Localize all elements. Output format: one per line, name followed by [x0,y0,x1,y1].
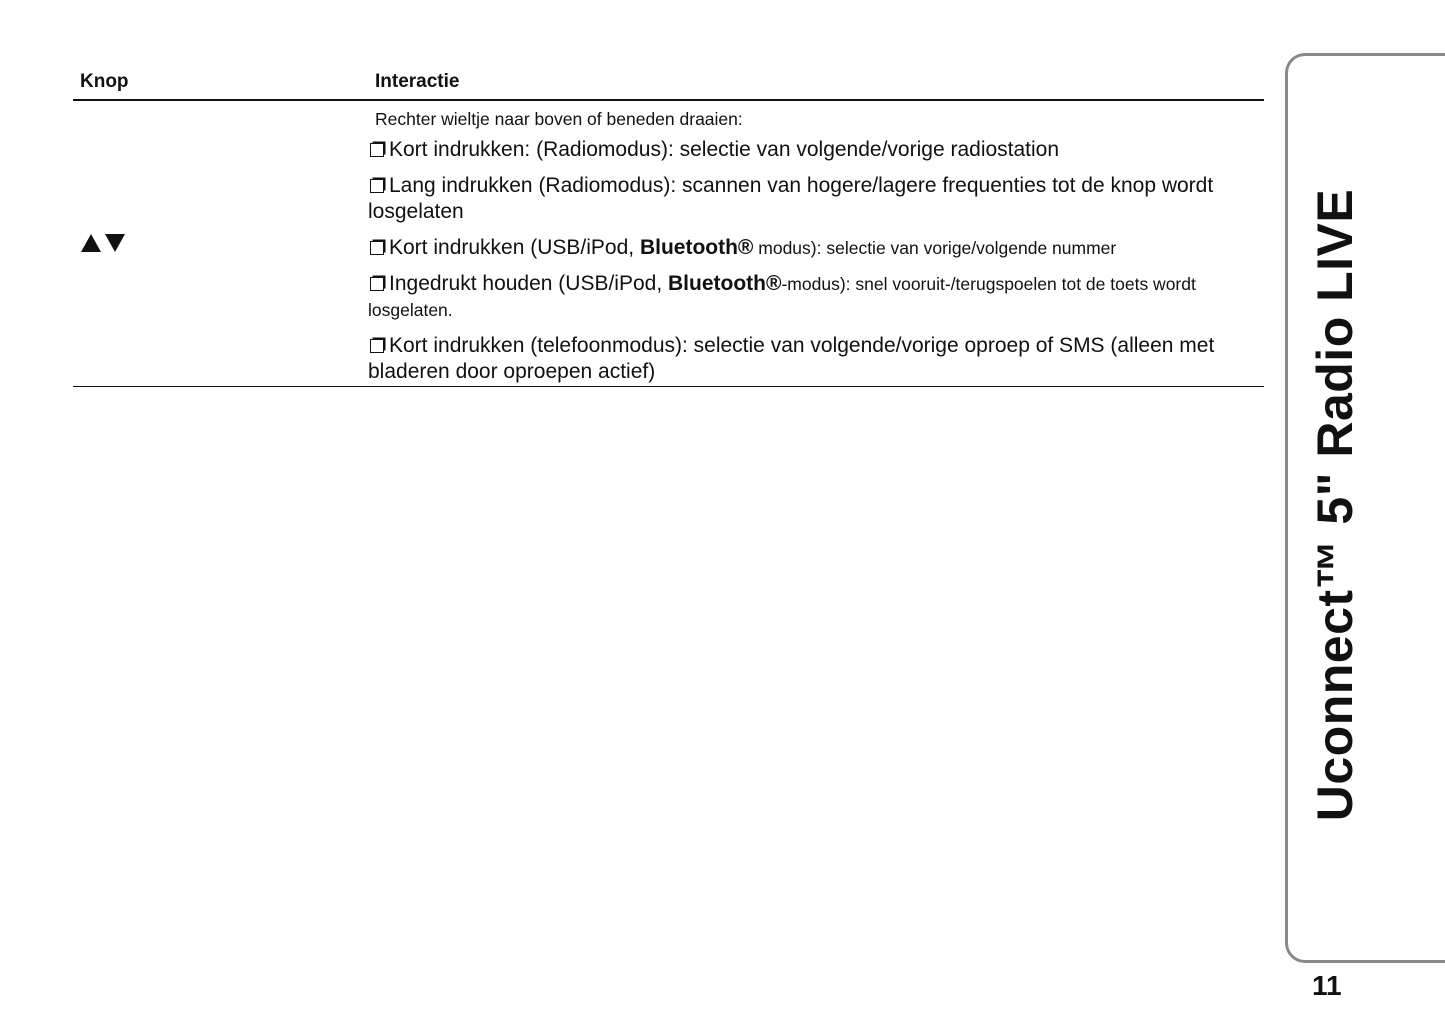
list-item: Kort indrukken: (Radiomodus): selectie van volgende/vorige radiostation [368,137,1258,163]
list-item: Kort indrukken (USB/iPod, Bluetooth® modus): selectie van vorige/volgende nummer [368,235,1258,261]
up-down-arrows-icon [81,234,125,252]
table-bottom-rule [73,386,1264,387]
checkbox-bullet-icon [370,277,384,291]
list-item: Kort indrukken (telefoonmodus): selectie van volgende/vorige oproep of SMS (alleen met bladeren door oproepen actief) [368,334,1215,383]
header-rule [73,99,1264,101]
intro-text: Rechter wieltje naar boven of beneden draaien: [375,109,743,129]
header-knop: Knop [80,71,129,92]
checkbox-bullet-icon [370,143,384,157]
chapter-title: Uconnect™ 5" Radio LIVE [1307,188,1363,822]
checkbox-bullet-icon [370,339,384,353]
list-item: Lang indrukken (Radiomodus): scannen van hogere/lagere frequenties tot de knop wordt losgelaten [368,174,1214,223]
list-item: Ingedrukt houden (USB/iPod, Bluetooth®-modus): snel vooruit-/terugspoelen tot de toets wordt losgelaten. [368,272,1196,320]
checkbox-bullet-icon [370,179,384,193]
arrow-down-icon [105,234,125,252]
arrow-up-icon [81,234,101,252]
interaction-cell [368,108,1258,395]
page-number: 11 [1312,970,1342,1001]
bluetooth-label: Bluetooth® [668,272,782,295]
checkbox-bullet-icon [370,241,384,255]
bluetooth-label: Bluetooth® [639,236,754,259]
header-interactie: Interactie [375,71,460,92]
